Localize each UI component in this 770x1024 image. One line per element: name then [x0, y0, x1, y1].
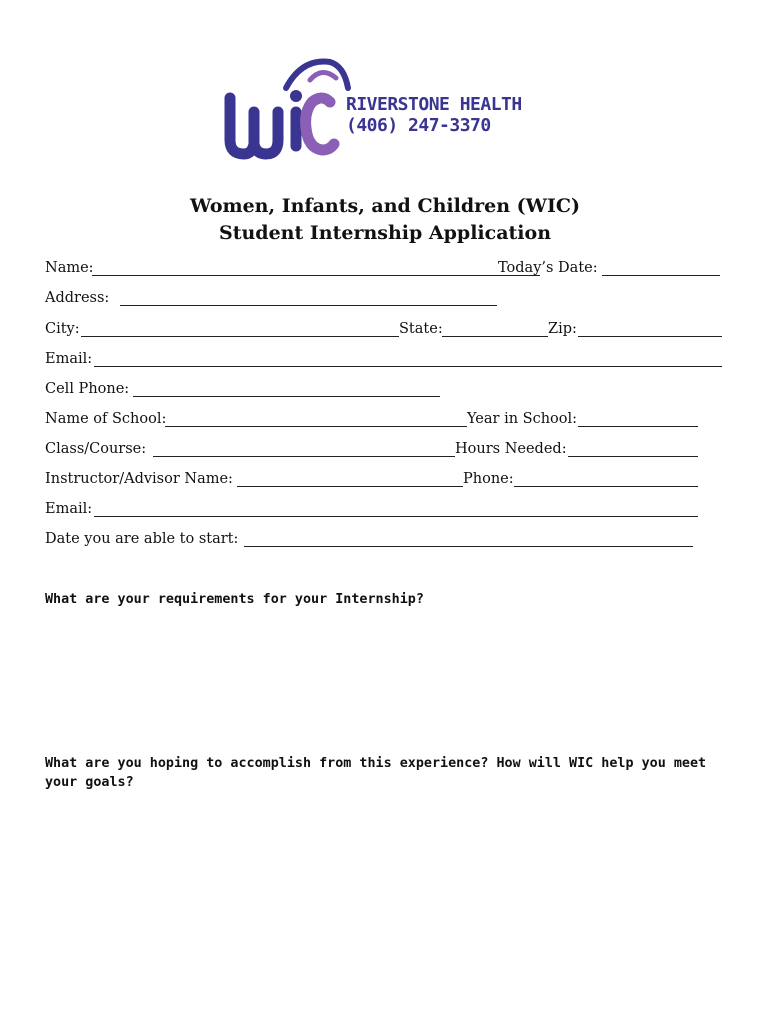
email-label: Email:	[45, 351, 93, 367]
name-field[interactable]	[92, 275, 540, 276]
row-name-date	[45, 258, 725, 278]
row-address	[45, 288, 725, 308]
hours-needed-field[interactable]	[568, 456, 698, 457]
instructor-email-label: Email:	[45, 501, 93, 517]
year-in-school-field[interactable]	[578, 426, 698, 427]
row-instructor	[45, 469, 725, 489]
instructor-field[interactable]	[237, 486, 463, 487]
instructor-email-field[interactable]	[94, 516, 698, 517]
zip-label: Zip:	[548, 321, 577, 337]
hours-needed-label: Hours Needed:	[455, 441, 567, 457]
row-instructor-email	[45, 499, 725, 519]
row-start-date	[45, 529, 725, 549]
class-course-label: Class/Course:	[45, 441, 147, 457]
question-requirements: What are your requirements for your Internship?	[45, 592, 424, 607]
question-goals-line1: What are you hoping to accomplish from this experience? How will WIC help you meet	[45, 756, 707, 771]
cell-phone-label: Cell Phone:	[45, 381, 130, 397]
name-label: Name:	[45, 260, 94, 276]
row-city-state-zip	[45, 319, 725, 339]
org-phone: (406) 247-3370	[346, 115, 491, 136]
form-subtitle: Student Internship Application	[218, 222, 552, 244]
year-in-school-label: Year in School:	[467, 411, 578, 427]
org-name: RIVERSTONE HEALTH	[346, 94, 522, 115]
cell-phone-field[interactable]	[133, 396, 440, 397]
form-title: Women, Infants, and Children (WIC)	[190, 195, 580, 217]
start-date-label: Date you are able to start:	[45, 531, 239, 547]
question-goals-line2: your goals?	[45, 775, 134, 790]
instructor-label: Instructor/Advisor Name:	[45, 471, 233, 487]
phone-field[interactable]	[514, 486, 698, 487]
todays-date-field[interactable]	[602, 275, 720, 276]
row-school	[45, 409, 725, 429]
class-course-field[interactable]	[153, 456, 455, 457]
address-field[interactable]	[120, 305, 497, 306]
phone-label: Phone:	[463, 471, 514, 487]
city-field[interactable]	[81, 336, 399, 337]
row-class	[45, 439, 725, 459]
row-email	[45, 349, 725, 369]
school-name-label: Name of School:	[45, 411, 167, 427]
zip-field[interactable]	[578, 336, 722, 337]
state-label: State:	[399, 321, 443, 337]
email-field[interactable]	[94, 366, 722, 367]
row-cell-phone	[45, 379, 725, 399]
todays-date-label: Today’s Date:	[498, 260, 598, 276]
start-date-field[interactable]	[244, 546, 693, 547]
address-label: Address:	[45, 290, 110, 306]
state-field[interactable]	[442, 336, 548, 337]
city-label: City:	[45, 321, 80, 337]
school-name-field[interactable]	[165, 426, 467, 427]
